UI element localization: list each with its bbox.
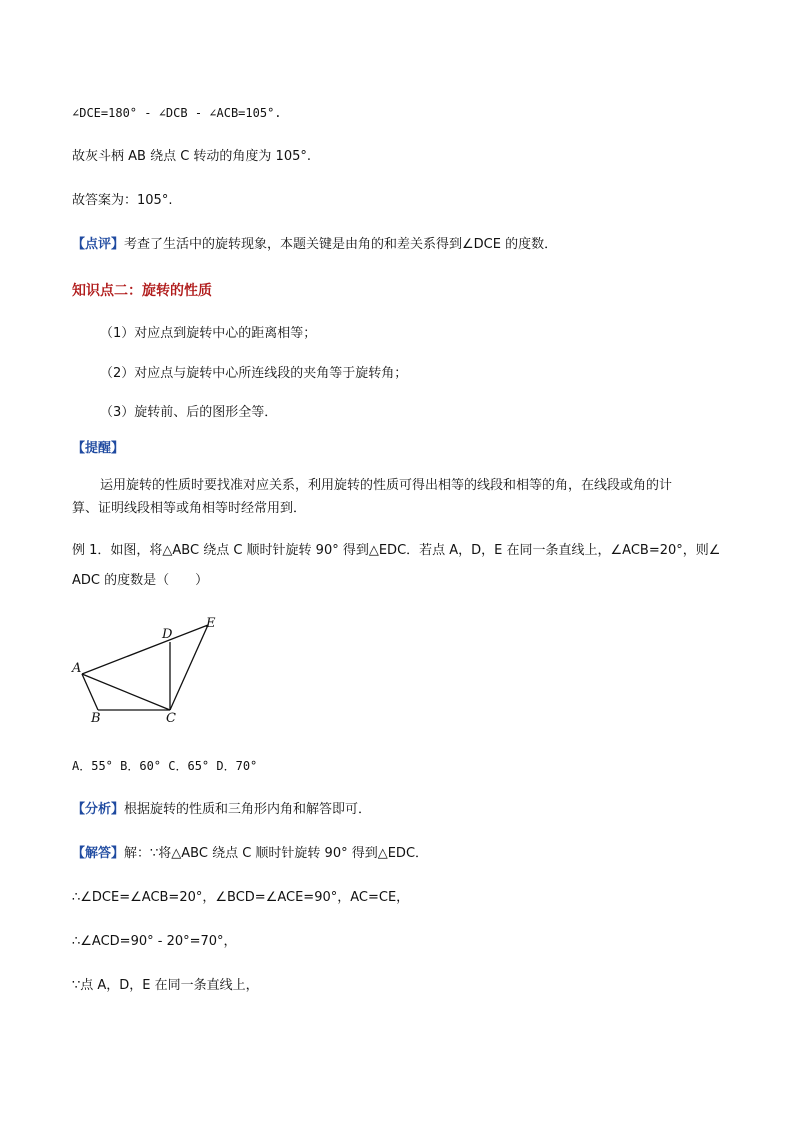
answer-options: A．55° B．60° C．65° D．70° — [72, 759, 258, 773]
label-a: A — [72, 661, 82, 676]
label-c: C — [166, 711, 176, 726]
comment-text: 考查了生活中的旋转现象，本题关键是由角的和差关系得到∠DCE 的度数． — [124, 237, 558, 252]
solution-tag: 【解答】 — [72, 846, 125, 861]
step-3: ∵点 A，D，E 在同一条直线上， — [72, 978, 259, 993]
label-e: E — [206, 616, 216, 631]
step-2: ∴∠ACD=90° - 20°=70°， — [72, 934, 237, 949]
solution-text: 解：∵将△ABC 绕点 C 顺时针旋转 90° 得到△EDC． — [124, 846, 429, 861]
label-b: B — [91, 711, 101, 726]
line-rotation-angle: 故灰斗柄 AB 绕点 C 转动的角度为 105°. — [72, 149, 311, 164]
property-2: （2）对应点与旋转中心所连线段的夹角等于旋转角； — [100, 366, 408, 381]
line-answer: 故答案为：105°. — [72, 193, 173, 208]
property-3: （3）旋转前、后的图形全等． — [100, 405, 278, 420]
analysis-line — [72, 801, 371, 819]
line-angle-dce: ∠DCE=180° - ∠DCB - ∠ACB=105°. — [72, 106, 282, 120]
solution-line — [72, 845, 428, 863]
tip-line-1: 运用旋转的性质时要找准对应关系，利用旋转的性质可得出相等的线段和相等的角，在线段或角的计 — [100, 478, 673, 493]
analysis-tag: 【分析】 — [72, 802, 125, 817]
tip-tag: 【提醒】 — [72, 441, 125, 456]
tip-line-2: 算、证明线段相等或角相等时经常用到． — [72, 501, 307, 516]
comment-line — [72, 236, 557, 254]
property-1: （1）对应点到旋转中心的距离相等； — [100, 326, 317, 341]
step-1: ∴∠DCE=∠ACB=20°，∠BCD=∠ACE=90°，AC=CE， — [72, 890, 410, 905]
comment-tag: 【点评】 — [72, 237, 125, 252]
label-d: D — [162, 627, 173, 642]
triangle-figure — [60, 612, 230, 727]
example-line-1: 例 1．如图，将△ABC 绕点 C 顺时针旋转 90° 得到△EDC．若点 A，D，E 在同一条直线上，∠ACB=20°，则∠ — [72, 543, 721, 558]
example-line-2: ADC 的度数是（ ） — [72, 573, 209, 588]
section-heading: 知识点二：旋转的性质 — [72, 283, 212, 299]
analysis-text: 根据旋转的性质和三角形内角和解答即可． — [124, 802, 372, 817]
